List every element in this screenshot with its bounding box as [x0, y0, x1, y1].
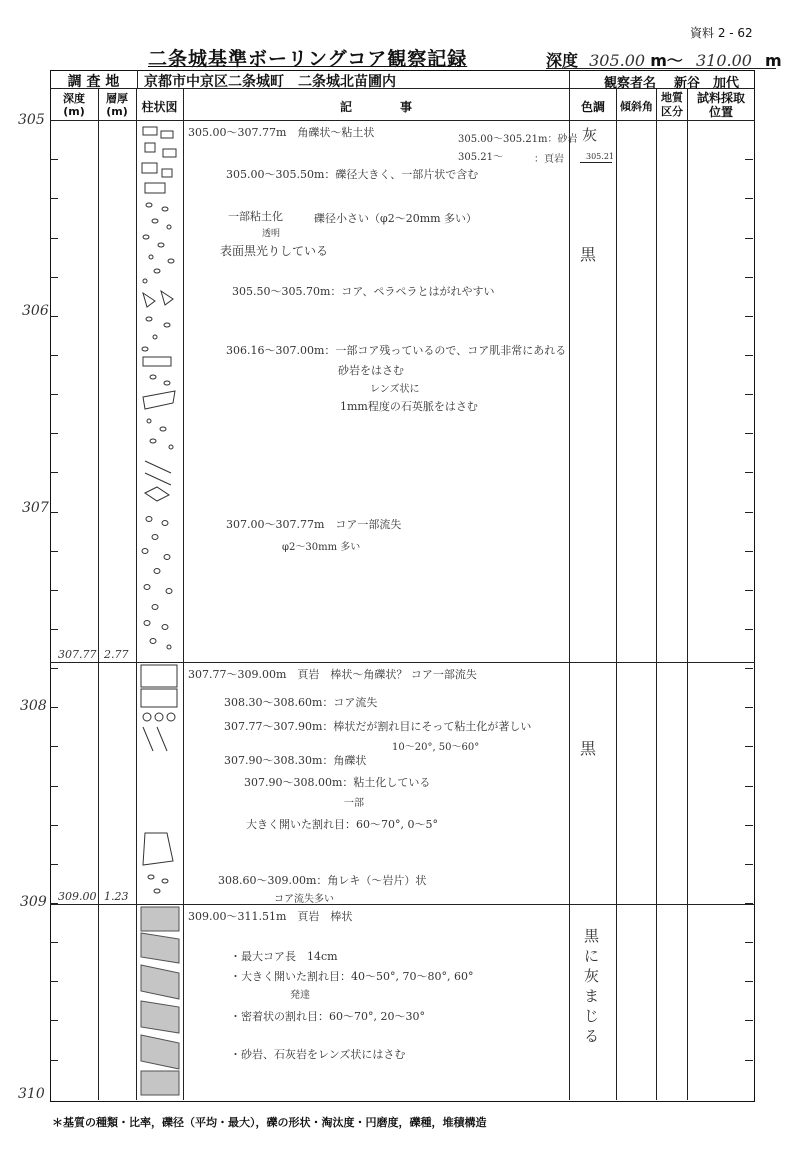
layer-1-thickness: 2.77	[104, 648, 129, 661]
margin-depth-307: 307	[22, 500, 49, 516]
col-thickness-header: 層厚 (m)	[106, 92, 128, 118]
note-19: 307.77〜307.90m：棒状だが割れ目にそって粘土化が著しい	[224, 720, 532, 733]
observer-label: 観察者名	[604, 76, 657, 91]
bedded-shale-pattern	[141, 907, 179, 1095]
note-7: 透明	[262, 229, 281, 239]
note-25: 308.60〜309.00m：角レキ（〜岩片）状	[218, 874, 427, 887]
margin-depth-305: 305	[18, 112, 45, 128]
note-27: 309.00〜311.51m 頁岩 棒状	[188, 910, 353, 923]
layer-2-depth: 309.00	[58, 890, 97, 903]
document-reference: 資料 2 - 62	[690, 26, 753, 40]
note-6: 一部粘土化	[228, 210, 283, 223]
note-29: ・大きく開いた割れ目：40〜50°, 70〜80°, 60°	[230, 970, 474, 983]
location-label: 調 査 地	[67, 74, 120, 90]
note-32: ・砂岩、石灰岩をレンズ状にはさむ	[230, 1048, 406, 1061]
margin-depth-306: 306	[22, 303, 49, 319]
shale-pattern	[141, 665, 177, 893]
depth-unit2: m	[765, 51, 782, 70]
breccia-pattern	[142, 127, 176, 649]
note-21: 307.90〜308.30m：角礫状	[224, 754, 367, 767]
note-18: 308.30〜308.60m：コア流失	[224, 696, 378, 709]
margin-depth-309: 309	[20, 894, 47, 910]
col-notes-header: 記 事	[339, 100, 412, 114]
color-1-bottom: 305.21	[586, 152, 614, 161]
color-2: 黒	[580, 245, 597, 264]
note-9: 表面黒光りしている	[220, 244, 329, 258]
depth-unit1: m〜	[650, 51, 683, 70]
depth-label: 深度	[546, 51, 579, 70]
note-2: 305.00〜305.21m：砂岩	[458, 134, 578, 145]
page-title: 二条城基準ボーリングコア観察記録	[148, 48, 468, 70]
layer-2-thickness: 1.23	[104, 890, 129, 903]
note-4: ：頁岩	[534, 154, 564, 165]
note-30: 発達	[290, 990, 310, 1001]
note-22: 307.90〜308.00m：粘土化している	[244, 776, 431, 789]
note-8: 礫径小さい（φ2〜20mm 多い）	[314, 212, 478, 225]
margin-depth-310: 310	[18, 1086, 45, 1102]
note-3: 305.21〜	[458, 152, 503, 163]
location-value: 京都市中京区二条城町 二条城北苗圃内	[144, 74, 396, 90]
note-12: 砂岩をはさむ	[338, 364, 404, 377]
layer-1-depth: 307.77	[58, 648, 97, 661]
depth-from: 305.00	[589, 51, 646, 70]
depth-to: 310.00	[695, 51, 752, 70]
note-1: 305.00〜307.77m 角礫状〜粘土状	[188, 126, 375, 139]
note-16: φ2〜30mm 多い	[282, 542, 361, 553]
note-28: ・最大コア長 14cm	[230, 950, 338, 963]
col-chart-header: 柱状図	[141, 100, 178, 114]
note-14: 1mm程度の石英脈をはさむ	[340, 400, 478, 413]
note-26: コア流失多い	[274, 894, 334, 905]
col-dip-header: 傾斜角	[620, 100, 653, 113]
color-4: 黒に灰まじる	[584, 927, 600, 1045]
note-17: 307.77〜309.00m 頁岩 棒状〜角礫状？ コア一部流失	[188, 668, 477, 681]
note-31: ・密着状の割れ目：60〜70°, 20〜30°	[230, 1010, 425, 1023]
note-13: レンズ状に	[370, 384, 420, 395]
footer-note: ＊基質の種類・比率，礫径（平均・最大），礫の形状・淘汰度・円磨度，礫種，堆積構造	[52, 1116, 487, 1129]
note-5: 305.00〜305.50m：礫径大きく、一部片状で含む	[226, 168, 479, 181]
col-depth-header: 深度 (m)	[63, 92, 85, 118]
observer-name: 新谷 加代	[674, 76, 740, 91]
margin-depth-308: 308	[20, 698, 47, 714]
note-15: 307.00〜307.77m コア一部流失	[226, 518, 402, 531]
color-3: 黒	[580, 739, 597, 758]
col-sample-header: 試料採取 位置	[696, 91, 745, 119]
col-geo-header: 地質 区分	[661, 91, 683, 118]
color-1-top: 灰	[582, 126, 598, 144]
note-20: 10〜20°, 50〜60°	[392, 742, 480, 753]
note-11: 306.16〜307.00m：一部コア残っているので、コア肌非常にあれる	[226, 344, 567, 357]
note-23: 一部	[344, 798, 364, 809]
note-24: 大きく開いた割れ目：60〜70°, 0〜5°	[246, 818, 438, 831]
col-color-header: 色調	[580, 100, 605, 114]
note-10: 305.50〜305.70m：コア、ペラペラとはがれやすい	[232, 285, 495, 298]
lithology-column	[137, 121, 183, 1099]
